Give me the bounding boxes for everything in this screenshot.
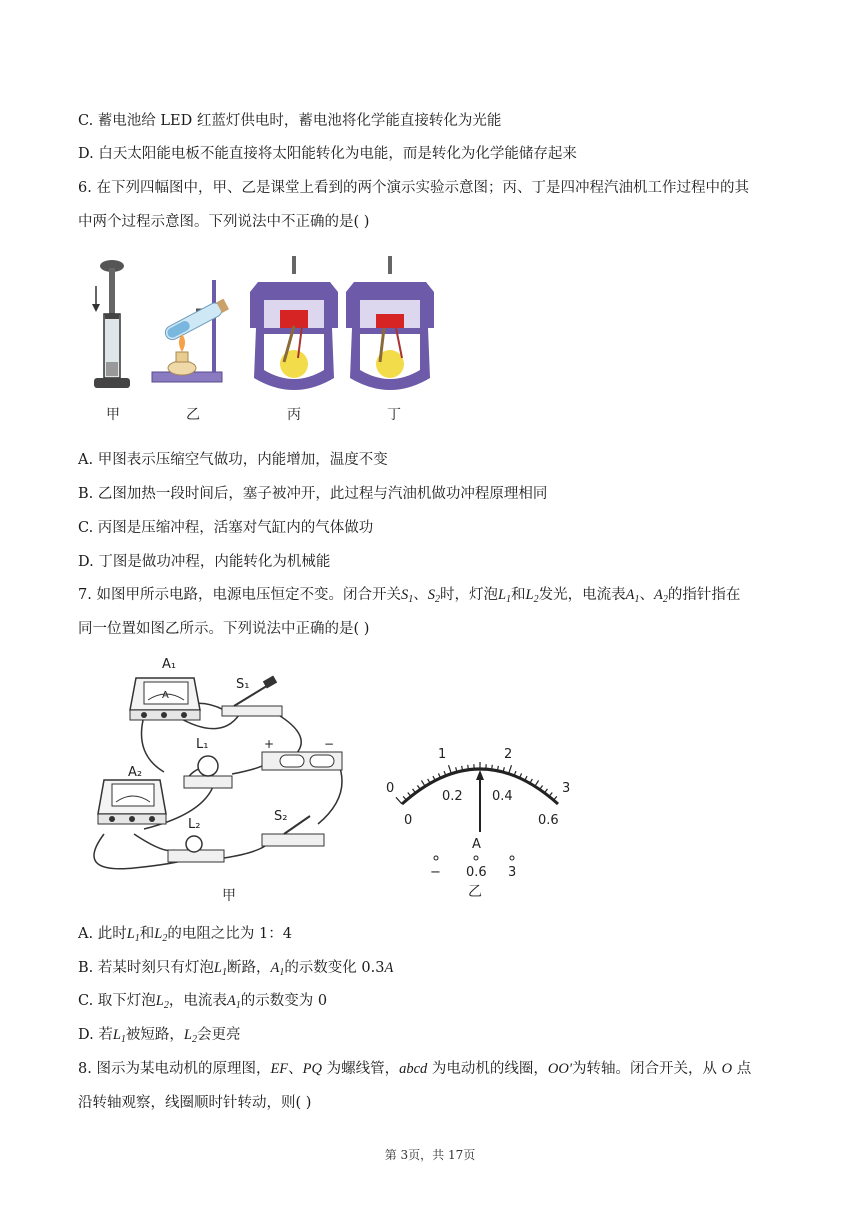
- q6-option-a: A. 甲图表示压缩空气做功，内能增加，温度不变: [78, 452, 388, 468]
- s2-label: S₂: [274, 809, 288, 824]
- l1-label: L₁: [196, 737, 209, 752]
- q7-option-b: B. 若某时刻只有灯泡$L_1$断路，$A_1$的示数变化 0.3A: [78, 960, 394, 978]
- q6-fig-label-jia: 甲: [106, 407, 120, 423]
- compression-syringe-illustration: [92, 260, 130, 388]
- ammeter-a2: [98, 780, 166, 824]
- meter-top-scale-3: 3: [562, 781, 571, 796]
- meter-bottom-scale-2: 0.4: [492, 789, 513, 804]
- test-tube-heating-illustration: [152, 280, 230, 382]
- q6-stem-line1: 6. 在下列四幅图中，甲、乙是课堂上看到的两个演示实验示意图；丙、丁是四冲程汽油机工作过程中的其: [78, 180, 749, 196]
- battery: [262, 752, 342, 770]
- bulb-l1: [184, 756, 232, 788]
- q7-fig-label-yi: 乙: [468, 884, 482, 900]
- l2-label: L₂: [188, 817, 201, 832]
- q7-option-a: A. 此时$L_1$和$L_2$的电阻之比为 1：4: [78, 926, 292, 944]
- switch-s1: [222, 676, 282, 716]
- meter-terminal-06: 0.6: [466, 865, 487, 880]
- q7-option-c: C. 取下灯泡$L_2$，电流表$A_1$的示数变为 0: [78, 993, 328, 1011]
- meter-tick: [492, 765, 493, 770]
- meter-tick: [421, 780, 425, 786]
- q6-option-b: B. 乙图加热一段时间后，塞子被冲开，此过程与汽油机做功冲程原理相同: [78, 486, 548, 502]
- meter-terminal-3: 3: [508, 865, 517, 880]
- q6-option-c: C. 丙图是压缩冲程，活塞对气缸内的气体做功: [78, 520, 374, 536]
- q7-fig-label-jia: 甲: [222, 888, 236, 904]
- page-footer: 第 3页，共 17页: [384, 1148, 476, 1162]
- q5-option-c: C. 蓄电池给 LED 红蓝灯供电时，蓄电池将化学能直接转化为光能: [78, 113, 502, 129]
- bulb-l2: [168, 836, 224, 862]
- meter-unit: A: [472, 837, 481, 852]
- q6-fig-label-ding: 丁: [387, 407, 401, 423]
- q6-fig-label-yi: 乙: [186, 407, 200, 423]
- meter-tick: [535, 780, 539, 786]
- meter-top-scale-0: 0: [386, 781, 395, 796]
- engine-compression-stroke-illustration: [250, 256, 338, 390]
- a2-label: A₂: [128, 765, 143, 780]
- a1-label: A₁: [162, 657, 177, 672]
- meter-bottom-scale-1: 0.2: [442, 789, 463, 804]
- meter-top-scale-1: 1: [438, 747, 447, 762]
- q6-stem-line2: 中两个过程示意图。下列说法中不正确的是( ): [78, 214, 370, 230]
- a1-unit: A: [162, 690, 169, 701]
- meter-bottom-scale-3: 0.6: [538, 813, 559, 828]
- battery-plus: +: [264, 737, 275, 751]
- meter-tick: [449, 765, 452, 774]
- meter-tick: [396, 797, 402, 804]
- q7-option-d: D. 若$L_1$被短路，$L_2$会更亮: [78, 1027, 241, 1045]
- q8-stem-line2: 沿转轴观察，线圈顺时针转动，则( ): [78, 1095, 312, 1111]
- meter-tick: [509, 765, 512, 774]
- q7-circuit-figure: [74, 654, 364, 904]
- s1-label: S₁: [236, 677, 250, 692]
- q5-option-d: D. 白天太阳能电板不能直接将太阳能转化为电能，而是转化为化学能储存起来: [78, 146, 577, 162]
- q7-stem-line2: 同一位置如图乙所示。下列说法中正确的是( ): [78, 621, 370, 637]
- q6-option-d: D. 丁图是做功冲程，内能转化为机械能: [78, 554, 331, 570]
- engine-power-stroke-illustration: [346, 256, 434, 390]
- meter-terminal-minus: −: [430, 865, 441, 880]
- q7-meter-figure: [380, 740, 580, 900]
- q8-stem-line1: 8. 图示为某电动机的原理图，EF、PQ 为螺线管，abcd 为电动机的线圈，OO′为转轴。闭合开关，从 O 点: [78, 1061, 752, 1077]
- meter-top-scale-2: 2: [504, 747, 513, 762]
- battery-minus: −: [324, 737, 335, 751]
- meter-bottom-scale-0: 0: [404, 813, 413, 828]
- meter-tick: [468, 765, 469, 770]
- q6-fig-label-bing: 丙: [287, 407, 301, 423]
- switch-s2: [262, 816, 324, 846]
- q7-stem-line1: 7. 如图甲所示电路，电源电压恒定不变。闭合开关$S_1$、$S_2$时，灯泡$L_1$和$L_2$发光，电流表$A_1$、$A_2$的指针指在: [78, 587, 741, 605]
